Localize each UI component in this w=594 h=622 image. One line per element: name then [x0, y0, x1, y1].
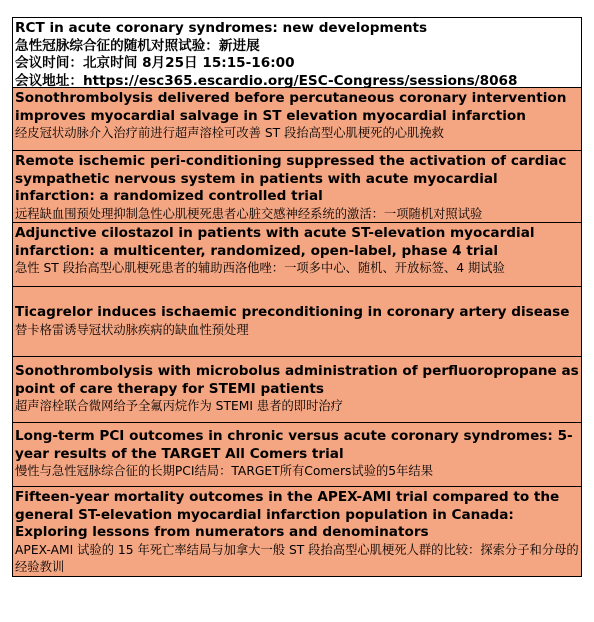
- talk-title-zh: 经皮冠状动脉介入治疗前进行超声溶栓可改善 ST 段抬高型心肌梗死的心肌挽救: [15, 126, 444, 140]
- talk-row: [12, 88, 582, 151]
- talk-row: [12, 487, 582, 577]
- talk-title-en: Ticagrelor induces ischaemic preconditioning in coronary artery disease: [15, 304, 570, 320]
- talk-row: [12, 423, 582, 487]
- talk-title-zh: 超声溶栓联合微网给予全氟丙烷作为 STEMI 患者的即时治疗: [15, 399, 343, 414]
- talk-row: [12, 223, 582, 287]
- session-title-en: RCT in acute coronary syndromes: new developments: [15, 20, 428, 36]
- talk-title-zh: 慢性与急性冠脉综合征的长期PCI结局：TARGET所有Comers试验的5年结果: [15, 464, 434, 479]
- talk-title-en: Long-term PCI outcomes in chronic versus acute coronary syndromes: 5-year results of the TARGET All Comers trial: [15, 428, 573, 462]
- session-time: 会议时间：北京时间 8月25日 15:15-16:00: [15, 55, 295, 71]
- talk-title-en: Adjunctive cilostazol in patients with acute ST-elevation myocardial infarction: a multicenter, randomized, open-label, phase 4 trial: [15, 225, 535, 259]
- talk-title-zh: 急性 ST 段抬高型心肌梗死患者的辅助西洛他唑：一项多中心、随机、开放标签、4 期试验: [15, 261, 505, 275]
- talk-title-en: Fifteen-year mortality outcomes in the APEX-AMI trial compared to the general ST-elevation myocardial infarction population in Canada: Exploring lessons from numerators and denominators: [15, 489, 560, 540]
- talk-title-en: Sonothrombolysis with microbolus administration of perfluoropropane as point of care therapy for STEMI patients: [15, 363, 579, 397]
- talk-title-en: Remote ischemic peri-conditioning suppressed the activation of cardiac sympathetic nervous system in patients with acute myocardial infarction: a randomized controlled trial: [15, 153, 567, 204]
- session-header: [12, 17, 582, 88]
- talk-row: [12, 151, 582, 223]
- talk-title-zh: 替卡格雷诱导冠状动脉疾病的缺血性预处理: [15, 322, 249, 337]
- session-address: 会议地址：https://esc365.escardio.org/ESC-Congress/sessions/8068: [15, 72, 518, 88]
- session-table: [12, 17, 582, 577]
- talk-title-zh: APEX-AMI 试验的 15 年死亡率结局与加拿大一般 ST 段抬高型心肌梗死人群的比较：探索分子和分母的经验教训: [15, 542, 579, 574]
- session-title-zh: 急性冠脉综合征的随机对照试验：新进展: [15, 37, 260, 54]
- talk-row: [12, 287, 582, 357]
- talk-title-zh: 远程缺血围预处理抑制急性心肌梗死患者心脏交感神经系统的激活：一项随机对照试验: [15, 206, 483, 221]
- talk-title-en: Sonothrombolysis delivered before percutaneous coronary intervention improves myocardial salvage in ST elevation myocardial infarction: [15, 90, 567, 124]
- talk-row: [12, 357, 582, 423]
